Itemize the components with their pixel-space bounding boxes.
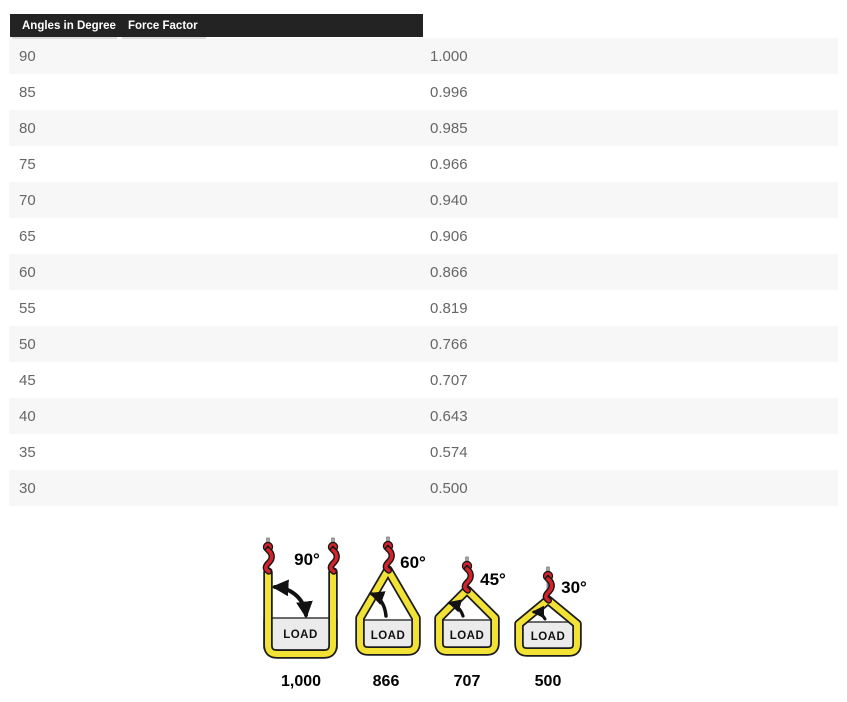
sling-diagram-60 <box>359 537 426 690</box>
table-row <box>9 218 838 254</box>
factor-cell: 0.707 <box>430 371 468 389</box>
angle-label: 45° <box>480 570 506 589</box>
angle-cell: 65 <box>19 227 36 245</box>
angle-label: 90° <box>294 550 320 569</box>
angle-arc-arrow <box>275 587 306 615</box>
column-header-force-factor: Force Factor <box>128 19 198 32</box>
force-factor-table <box>9 38 838 506</box>
angle-cell: 85 <box>19 83 36 101</box>
hook-icon <box>464 557 470 591</box>
column-header-angles: Angles in Degree <box>22 19 116 32</box>
sling-diagram-45 <box>439 557 506 690</box>
factor-cell: 0.966 <box>430 155 468 173</box>
table-row <box>9 326 838 362</box>
angle-cell: 45 <box>19 371 36 389</box>
factor-cell: 0.574 <box>430 443 468 461</box>
load-label: LOAD <box>370 630 406 642</box>
angle-label: 30° <box>561 578 587 597</box>
angle-cell: 30 <box>19 479 36 497</box>
factor-cell: 0.643 <box>430 407 468 425</box>
table-row <box>9 182 838 218</box>
hook-icon <box>545 567 551 601</box>
hook-icon <box>385 537 391 571</box>
angle-cell: 60 <box>19 263 36 281</box>
load-label: LOAD <box>530 631 566 643</box>
angle-cell: 40 <box>19 407 36 425</box>
load-value: 866 <box>372 673 400 690</box>
load-value: 707 <box>453 673 481 690</box>
sling-diagram-30 <box>519 567 587 690</box>
angle-cell: 70 <box>19 191 36 209</box>
angle-cell: 75 <box>19 155 36 173</box>
factor-cell: 0.819 <box>430 299 468 317</box>
angle-cell: 80 <box>19 119 36 137</box>
header-underline-angles <box>12 37 117 39</box>
table-row <box>9 110 838 146</box>
load-value: 1,000 <box>280 673 322 690</box>
table-row <box>9 398 838 434</box>
factor-cell: 0.996 <box>430 83 468 101</box>
factor-cell: 0.500 <box>430 479 468 497</box>
load-label: LOAD <box>449 630 485 642</box>
hook-icon <box>330 538 336 572</box>
header-underline-force-factor <box>122 37 206 39</box>
sling-angle-illustration <box>248 532 608 692</box>
angle-cell: 50 <box>19 335 36 353</box>
table-row <box>9 254 838 290</box>
load-value: 500 <box>534 673 562 690</box>
table-row <box>9 434 838 470</box>
factor-cell: 0.906 <box>430 227 468 245</box>
factor-cell: 0.766 <box>430 335 468 353</box>
table-row <box>9 38 838 74</box>
angle-cell: 55 <box>19 299 36 317</box>
table-row <box>9 470 838 506</box>
table-row <box>9 362 838 398</box>
table-row <box>9 290 838 326</box>
angle-label: 60° <box>400 553 426 572</box>
factor-cell: 1.000 <box>430 47 468 65</box>
table-header-bar <box>10 14 423 37</box>
factor-cell: 0.985 <box>430 119 468 137</box>
hook-icon <box>265 538 271 572</box>
table-row <box>9 146 838 182</box>
sling-diagram-90 <box>264 538 337 690</box>
angle-cell: 35 <box>19 443 36 461</box>
factor-cell: 0.940 <box>430 191 468 209</box>
load-label: LOAD <box>283 629 318 641</box>
table-row <box>9 74 838 110</box>
factor-cell: 0.866 <box>430 263 468 281</box>
angle-cell: 90 <box>19 47 36 65</box>
